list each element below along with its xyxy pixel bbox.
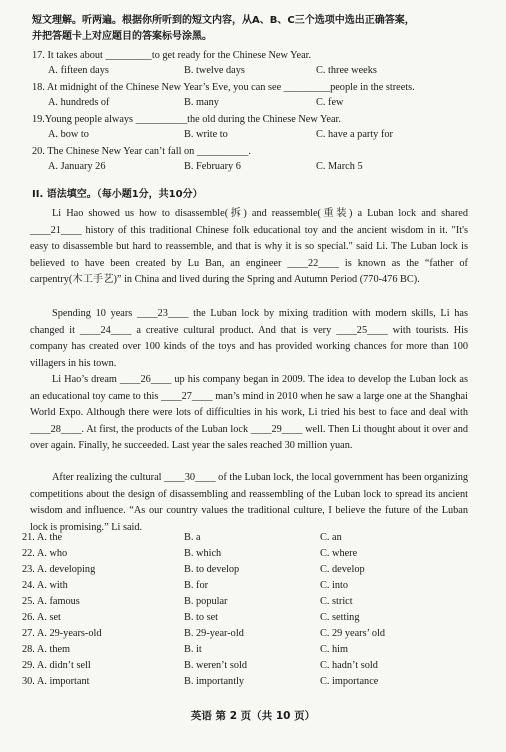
q19-option-c: C. have a party for (316, 129, 393, 140)
q24-option-b: B. for (184, 580, 209, 591)
question-17: 17. It takes about _________to get ready for the Chinese New Year. (32, 50, 312, 61)
q23-option-c: C. develop (320, 564, 365, 575)
q29-option-b: B. weren’t sold (184, 660, 248, 671)
q28-option-c: C. him (320, 644, 349, 655)
q23-option-a: 23. A. developing (22, 564, 96, 575)
passage-paragraph-3: Li Hao’s dream ____26____ up his company began in 2009. The idea to develop the Luban lock as an educational toy came to this ____27____ man’s mind in 2010 when he saw a large one at the Shanghai World Expo. Although there were lots of difficulties in his work, Li tried his best to face and deal with ____28____. At first, the products of the Luban lock ____29____ well. Then Li thought about it over and over again. Finally, he succeeded. Last year the sales reached 30 million yuan. (30, 374, 468, 452)
q24-option-c: C. into (320, 580, 349, 591)
q30-option-b: B. importantly (184, 676, 245, 687)
q23-option-b: B. to develop (184, 564, 240, 575)
q19-option-a: A. bow to (48, 129, 89, 140)
q19-option-b: B. write to (184, 129, 228, 140)
passage-paragraph-1: Li Hao showed us how to disassemble(拆) and reassemble(重装) a Luban lock and shared ____21____ history of this traditional Chinese folk educational toy and the ancient wisdom in it. "It's easy to disassemble but hard to reassemble, and that is why it is so special." said Li. The Luban lock is believed to have been created by Lu Ban, an engineer ____22____ is known as the “father of carpentry(木工手艺)” in China and lived during the Spring and Autumn Period (770-476 BC). (30, 208, 468, 286)
q25-option-b: B. popular (184, 596, 228, 607)
q20-option-b: B. February 6 (184, 161, 241, 172)
q28-option-a: 28. A. them (22, 644, 71, 655)
q27-option-b: B. 29-year-old (184, 628, 244, 639)
q25-option-c: C. strict (320, 596, 353, 607)
section-2-title: II. 语法填空。（每小题1分，共10分） (32, 189, 203, 200)
q30-option-c: C. importance (320, 676, 379, 687)
q22-option-c: C. where (320, 548, 358, 559)
q20-option-a: A. January 26 (48, 161, 106, 172)
q30-option-a: 30. A. important (22, 676, 90, 687)
q21-option-b: B. a (184, 532, 201, 543)
question-18: 18. At midnight of the Chinese New Year’s Eve, you can see _________people in the streets. (32, 82, 415, 93)
q18-option-c: C. few (316, 97, 344, 108)
q18-option-b: B. many (184, 97, 219, 108)
q24-option-a: 24. A. with (22, 580, 68, 591)
intro-line-2: 并把答题卡上对应题目的答案标号涂黑。 (32, 31, 212, 42)
q27-option-a: 27. A. 29-years-old (22, 628, 102, 639)
q28-option-b: B. it (184, 644, 202, 655)
q21-option-a: 21. A. the (22, 532, 63, 543)
q22-option-b: B. which (184, 548, 222, 559)
passage-paragraph-4: After realizing the cultural ____30____ of the Luban lock, the local government has been organizing competitions about the design of disassembling and reassembling of the Luban lock to spread its ancient wisdom and influence. “As our country values the traditional culture, I believe the future of the Luban lock is promising.” Li said. (30, 472, 468, 533)
q17-option-b: B. twelve days (184, 65, 245, 76)
passage-paragraph-2: Spending 10 years ____23____ the Luban lock by mixing tradition with modern skills, Li has changed it ____24____ a creative cultural product. And that is very ____25____ with tourists. His company has created over 100 kinds of the toys and has provided working chances for more than 100 villagers in his town. (30, 308, 468, 369)
page-footer: 英语 第 2 页（共 10 页） (190, 710, 316, 722)
q17-option-c: C. three weeks (316, 65, 377, 76)
q17-option-a: A. fifteen days (48, 65, 109, 76)
q27-option-c: C. 29 years’ old (320, 628, 386, 639)
q26-option-c: C. setting (320, 612, 360, 623)
intro-line-1: 短文理解。听两遍。根据你所听到的短文内容，从A、B、C三个选项中选出正确答案， (32, 15, 415, 26)
q20-option-c: C. March 5 (316, 161, 363, 172)
q26-option-a: 26. A. set (22, 612, 61, 623)
question-19: 19.Young people always __________the old during the Chinese New Year. (32, 114, 341, 125)
q29-option-c: C. hadn’t sold (320, 660, 378, 671)
q18-option-a: A. hundreds of (48, 97, 110, 108)
q21-option-c: C. an (320, 532, 342, 543)
q29-option-a: 29. A. didn’t sell (22, 660, 91, 671)
q22-option-a: 22. A. who (22, 548, 68, 559)
q26-option-b: B. to set (184, 612, 219, 623)
question-20: 20. The Chinese New Year can’t fall on __________. (32, 146, 251, 157)
q25-option-a: 25. A. famous (22, 596, 80, 607)
